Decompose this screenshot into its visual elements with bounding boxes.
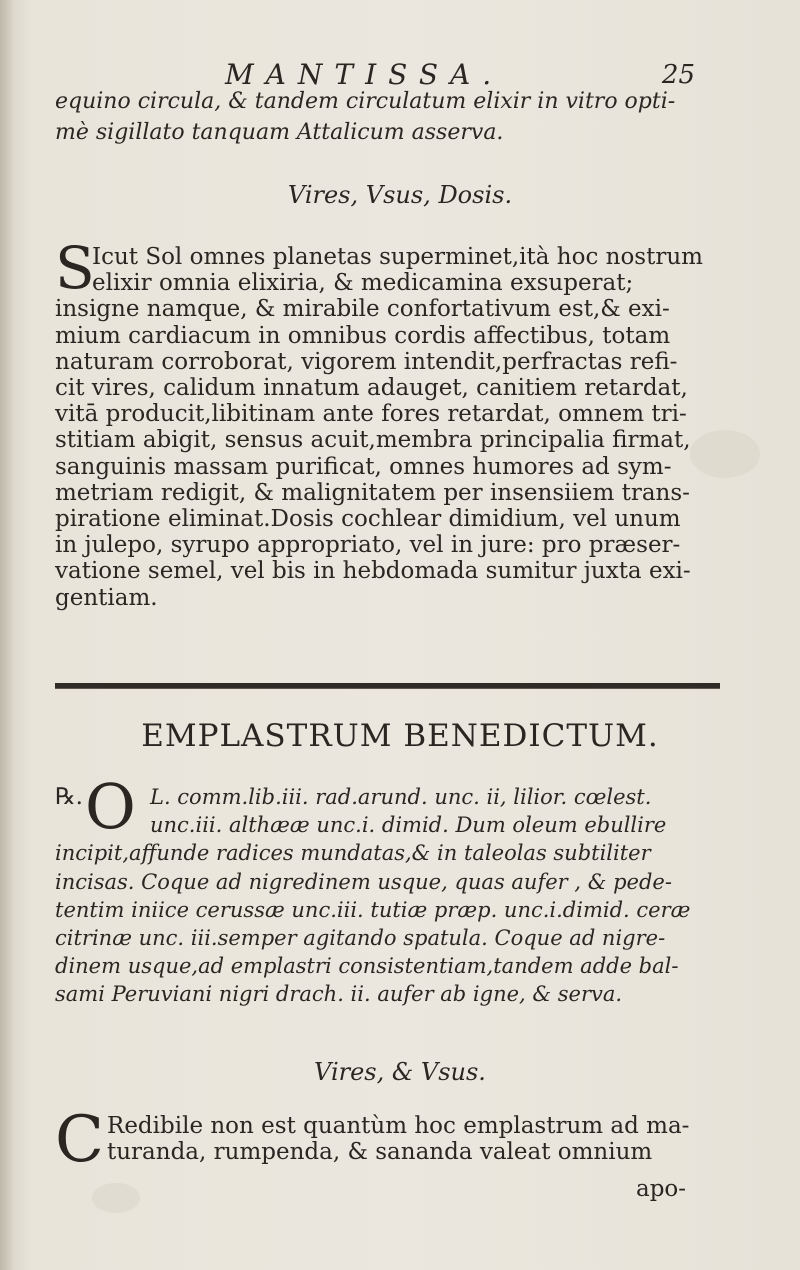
paragraph-line: in julepo, syrupo appropriato, vel in jure: pro præser- <box>55 532 681 559</box>
recipe-line: citrinæ unc. iii.semper agitando spatula. Coque ad nigre- <box>55 926 666 951</box>
paragraph-line: sanguinis massam purificat, omnes humores ad sym- <box>55 453 672 480</box>
paragraph-line: Icut Sol omnes planetas superminet,ità hoc nostrum <box>92 244 703 270</box>
section-divider-rule <box>55 683 720 689</box>
catchword: apo- <box>636 1176 687 1202</box>
paragraph-line: metriam redigit, & malignitatem per insensiiem trans- <box>55 479 690 506</box>
paragraph-line: vitā producit,libitinam ante fores retardat, omnem tri- <box>55 401 687 428</box>
section-heading-vires-usus: Vires, & Vsus. <box>314 1058 486 1086</box>
paragraph-line: mium cardiacum in omnibus cordis affectibus, totam <box>55 322 671 349</box>
recipe-line: unc.iii. althææ unc.i. dimid. Dum oleum ebullire <box>150 813 667 838</box>
paragraph-line: turanda, rumpenda, & sananda valeat omnium <box>107 1139 653 1166</box>
recipe-line: incisas. Coque ad nigredinem usque, quas aufer , & pede- <box>55 869 672 894</box>
opening-line: mè sigillato tanquam Attalicum asserva. <box>55 120 504 145</box>
paragraph-line: Redibile non est quantùm hoc emplastrum ad ma- <box>107 1113 690 1139</box>
paragraph-line: piratione eliminat.Dosis cochlear dimidium, vel unum <box>55 506 681 533</box>
paragraph-line: cit vires, calidum innatum adauget, canitiem retardat, <box>55 375 688 402</box>
running-title: MANTISSA. <box>225 58 504 91</box>
drop-cap-s: S <box>55 234 95 302</box>
paragraph-line: vatione semel, vel bis in hebdomada sumitur juxta exi- <box>55 558 691 585</box>
paragraph-line: elixir omnia elixiria, & medicamina exsuperat; <box>92 270 634 297</box>
section-heading-vires-usus-dosis: Vires, Vsus, Dosis. <box>287 181 513 209</box>
paper-stain <box>92 1183 140 1213</box>
recipe-line: incipit,affunde radices mundatas,& in taleolas subtiliter <box>55 841 651 866</box>
page-number: 25 <box>661 60 695 90</box>
recipe-line: dinem usque,ad emplastri consistentiam,tandem adde bal- <box>55 954 679 979</box>
paragraph-line: stitiam abigit, sensus acuit,membra principalia firmat, <box>55 427 691 454</box>
recipe-line: tentim iniice cerussæ unc.iii. tutiæ præp. unc.i.dimid. ceræ <box>55 897 691 922</box>
opening-lines <box>55 86 725 148</box>
section-one-paragraph <box>55 234 725 611</box>
recipe-line: sami Peruviani nigri drach. ii. aufer ab igne, & serva. <box>55 982 623 1007</box>
emplastrum-title: EMPLASTRUM BENEDICTUM. <box>141 718 659 754</box>
recipe-mark: ℞. <box>55 784 83 810</box>
opening-line: equino circula, & tandem circulatum elixir in vitro opti- <box>55 89 676 114</box>
emplastrum-recipe <box>55 770 725 1009</box>
recipe-line: L. comm.lib.iii. rad.arund. unc. ii, lilior. cœlest. <box>150 785 652 809</box>
paragraph-line: gentiam. <box>55 584 158 611</box>
drop-cap-o: O <box>85 770 136 843</box>
paragraph-line: insigne namque, & mirabile confortativum est,& exi- <box>55 296 670 323</box>
drop-cap-c: C <box>55 1103 104 1177</box>
section-two-paragraph <box>55 1103 725 1177</box>
paragraph-line: naturam corroborat, vigorem intendit,perfractas refi- <box>55 348 678 375</box>
